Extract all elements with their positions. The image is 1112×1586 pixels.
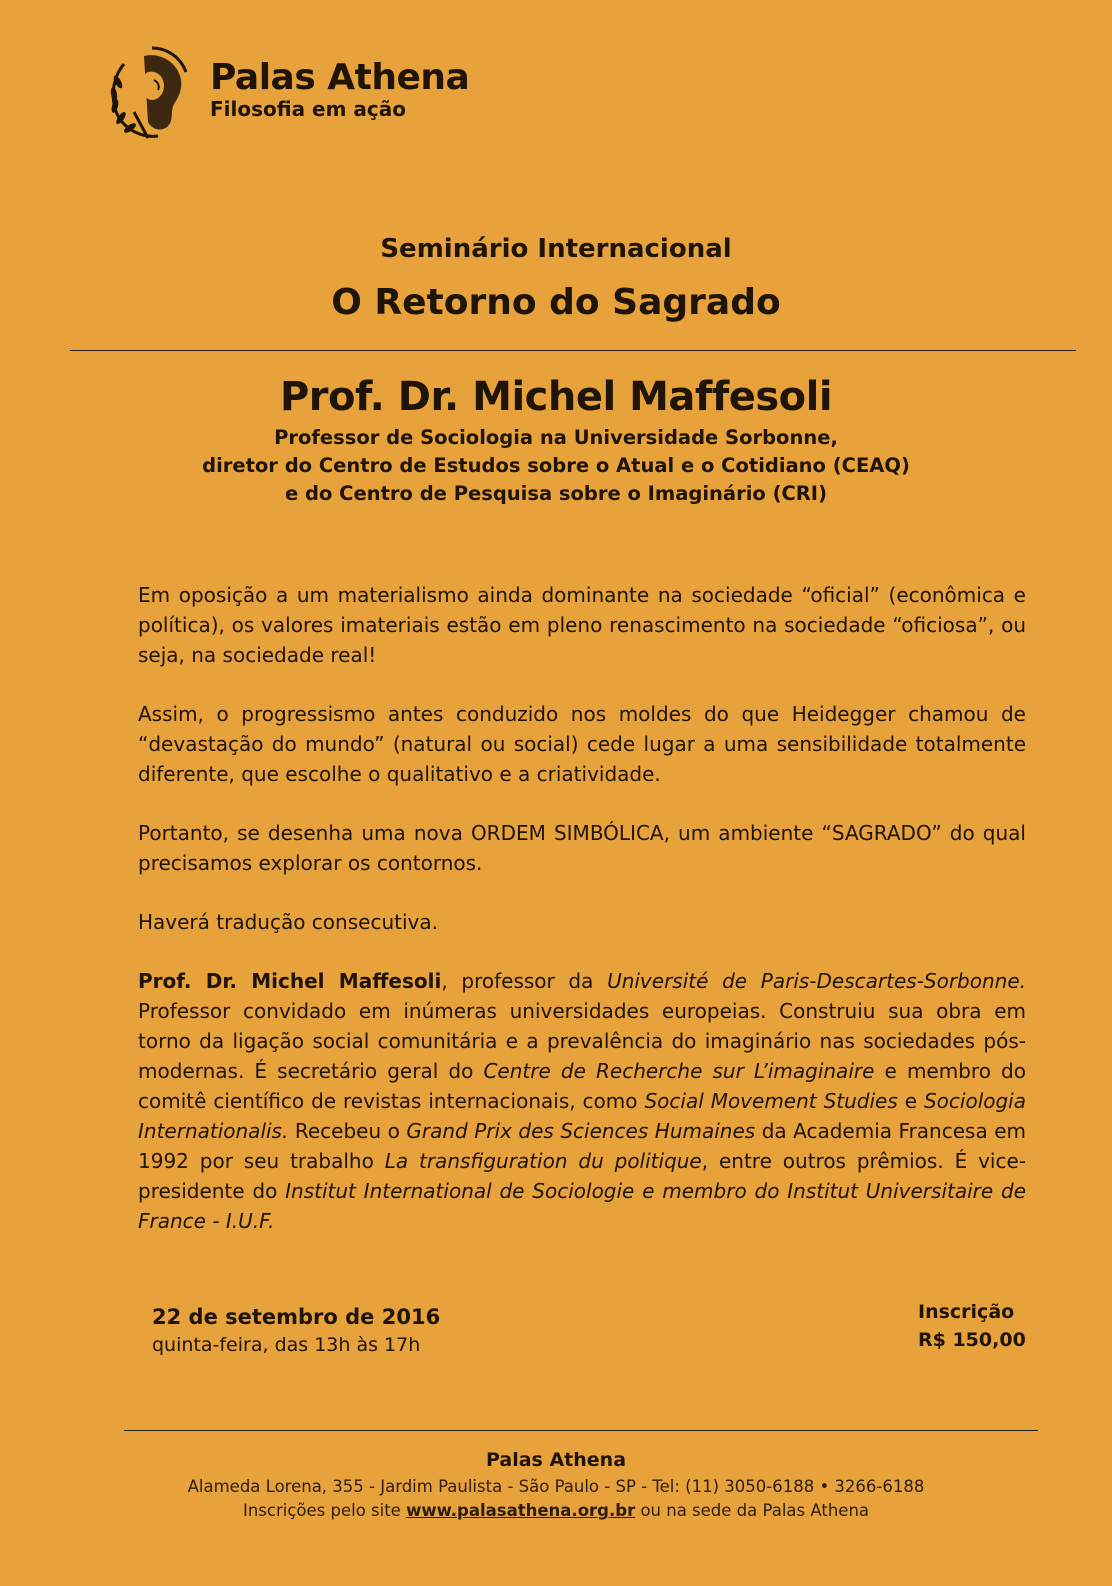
speaker-role-line: Professor de Sociologia na Universidade Sorbonne, <box>274 426 838 449</box>
bio-italic: Centre de Recherche sur L’imaginaire <box>483 1059 875 1083</box>
bio-name: Prof. Dr. Michel Maffesoli <box>138 969 442 993</box>
bottom-divider <box>124 1430 1038 1431</box>
athena-logo-icon <box>104 42 196 142</box>
top-divider <box>70 350 1076 351</box>
bio-italic: Institut International de Sociologie e membro do Institut Universitaire de France - I.U.F. <box>138 1179 1026 1233</box>
speaker-role-line: e do Centro de Pesquisa sobre o Imaginário (CRI) <box>285 482 827 505</box>
bio-segment: e membro do comitê científico de revistas internacionais, como <box>138 1059 1026 1113</box>
event-date: 22 de setembro de 2016 <box>152 1305 441 1329</box>
website-link[interactable]: www.palasathena.org.br <box>406 1501 636 1520</box>
footer-reg-suffix: ou na sede da Palas Athena <box>635 1501 870 1520</box>
speaker-name: Prof. Dr. Michel Maffesoli <box>279 374 833 420</box>
logo <box>104 42 469 142</box>
bio-segment: Professor convidado em inúmeras universidades europeias. Construiu sua obra em torno da ligação social comunitária e a prevalência do imaginário nas sociedades pós-modernas. É secretário geral do <box>138 999 1026 1083</box>
speaker-role <box>0 424 1112 508</box>
logo-tagline: Filosofia em ação <box>210 97 406 121</box>
bio-italic: Social Movement Studies <box>644 1089 898 1113</box>
paragraph-text: Haverá tradução consecutiva. <box>138 910 438 934</box>
bio-segment: , entre outros prêmios. É vice-presidente do <box>138 1149 1026 1203</box>
seminar-title: O Retorno do Sagrado <box>331 282 781 323</box>
bio-italic: Grand Prix des Sciences Humaines <box>406 1119 756 1143</box>
logo-name: Palas Athena <box>210 57 470 98</box>
bio-italic: Université de Paris-Descartes-Sorbonne. <box>607 969 1026 993</box>
bio-segment: Recebeu o <box>288 1119 407 1143</box>
footer-name: Palas Athena <box>485 1449 627 1471</box>
translation-note <box>138 907 1026 937</box>
fee-label: Inscrição <box>918 1301 1015 1323</box>
context-paragraph <box>138 699 1026 789</box>
footer-reg-prefix: Inscrições pelo site <box>242 1501 407 1520</box>
paragraph-text: Assim, o progressismo antes conduzido nos moldes do que Heidegger chamou de “devastação do mundo” (natural ou social) cede lugar a uma sensibilidade totalmente diferente, que escolhe o qualitativo e a criatividade. <box>138 702 1026 786</box>
seminar-kicker: Seminário Internacional <box>380 234 732 264</box>
speaker-bio <box>138 966 1026 1236</box>
speaker-role-line: diretor do Centro de Estudos sobre o Atual e o Cotidiano (CEAQ) <box>202 454 910 477</box>
bio-italic: La transfiguration du politique <box>384 1149 702 1173</box>
fee-value: R$ 150,00 <box>918 1329 1026 1351</box>
intro-paragraph <box>138 580 1026 670</box>
footer-registration <box>0 1501 1112 1520</box>
footer-address: Alameda Lorena, 355 - Jardim Paulista - São Paulo - SP - Tel: (11) 3050-6188 • 3266-6188 <box>187 1477 925 1496</box>
paragraph-text: Em oposição a um materialismo ainda dominante na sociedade “oficial” (econômica e política), os valores imateriais estão em pleno renascimento na sociedade “oficiosa”, ou seja, na sociedade real! <box>138 583 1026 667</box>
symbolic-order-paragraph <box>138 818 1026 878</box>
bio-segment: , professor da <box>441 969 608 993</box>
paragraph-text: Portanto, se desenha uma nova ORDEM SIMBÓLICA, um ambiente “SAGRADO” do qual precisamos explorar os contornos. <box>138 821 1026 875</box>
bio-segment: e <box>897 1089 924 1113</box>
event-time: quinta-feira, das 13h às 17h <box>152 1334 421 1356</box>
bio-segment: da Academia Francesa em 1992 por seu trabalho <box>138 1119 1026 1173</box>
bio-text <box>138 966 1026 1236</box>
bio-italic: Sociologia Internationalis. <box>138 1089 1026 1143</box>
